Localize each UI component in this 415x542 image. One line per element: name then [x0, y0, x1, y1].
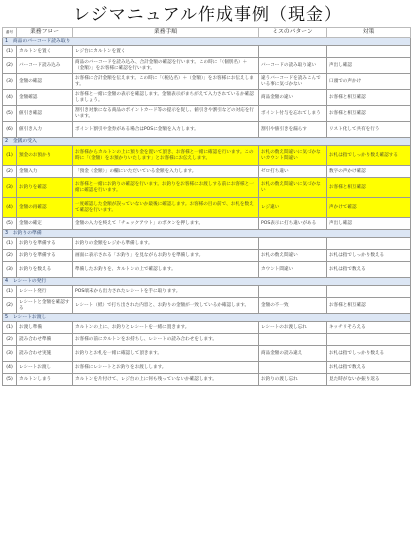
row-miss-pattern: ゼロ打ち違い [259, 166, 327, 178]
row-procedure: カルトンの上に、お釣りとレシートを一緒に置きます。 [73, 322, 259, 334]
row-procedure: POS端末から出力されたレシートを手に取ります。 [73, 286, 259, 298]
row-procedure: 割引き対象になる商品のポイントカード等の提示を促し、値引きや割引などの対応を行います。 [73, 106, 259, 122]
row-number: (2) [3, 298, 17, 314]
row-countermeasure: お札は指で数える [327, 262, 411, 278]
row-miss-pattern [259, 46, 327, 58]
section-title: 5 レシートお渡し [3, 314, 411, 322]
row-countermeasure [327, 46, 411, 58]
row-number: (5) [3, 106, 17, 122]
row-countermeasure: キッチリそろえる [327, 322, 411, 334]
table-row [3, 146, 411, 166]
row-step: 金額確認 [17, 90, 73, 106]
row-number: (1) [3, 322, 17, 334]
row-procedure: レシート（紙）で打ち出された内容と、お釣りの金額が一致しているか確認します。 [73, 298, 259, 314]
row-number: (4) [3, 198, 17, 218]
row-miss-pattern: お札の数え間違いに気づかない [259, 178, 327, 198]
row-number: (3) [3, 74, 17, 90]
row-miss-pattern [259, 334, 327, 346]
row-number: (3) [3, 178, 17, 198]
table-row [3, 166, 411, 178]
row-procedure: お客様の前にカルトンをお持ちし、レシートの読み合わせをします。 [73, 334, 259, 346]
row-countermeasure: お札は指でしっかり数える [327, 250, 411, 262]
row-procedure: 金額の入力を終えて「チェックアウト」のボタンを押します。 [73, 218, 259, 230]
row-countermeasure: お客様と相互確認 [327, 178, 411, 198]
row-miss-pattern: 違うバーコードを読みこんでいる事に気づかない [259, 74, 327, 90]
row-miss-pattern: バーコードの読み取り違い [259, 58, 327, 74]
table-row [3, 286, 411, 298]
table-row [3, 46, 411, 58]
table-row [3, 250, 411, 262]
table-row [3, 218, 411, 230]
row-procedure: お客様にレシートとお釣りをお渡しします。 [73, 362, 259, 374]
row-miss-pattern: お釣りの渡し忘れ [259, 374, 327, 386]
row-procedure: 商品のバーコードを読み込み、合計金額の確認を行います。この時に「（個別名）＋（金額）」をお客様に確認を行います。 [73, 58, 259, 74]
sheet-body [3, 38, 411, 386]
section-title: 4 レシートの発行 [3, 278, 411, 286]
row-step: カルトンしまう [17, 374, 73, 386]
row-step: レシートお渡し [17, 362, 73, 374]
row-countermeasure: 声出し確認 [327, 58, 411, 74]
row-number: (1) [3, 238, 17, 250]
table-row [3, 106, 411, 122]
table-row [3, 122, 411, 138]
row-miss-pattern [259, 362, 327, 374]
section-header [3, 230, 411, 238]
row-countermeasure: 数字の声かけ確認 [327, 166, 411, 178]
section-header [3, 38, 411, 46]
row-step: お釣りを準備する [17, 238, 73, 250]
row-procedure: お客様と一緒に金額の表示を確認します。金額表示がまちがえて入力されているか確認しましょう。 [73, 90, 259, 106]
row-step: 値引き入力 [17, 122, 73, 138]
row-countermeasure [327, 238, 411, 250]
row-miss-pattern: カウント間違い [259, 262, 327, 278]
table-row [3, 58, 411, 74]
row-step: レシートと金額を確認する [17, 298, 73, 314]
table-row [3, 362, 411, 374]
row-number: (1) [3, 46, 17, 58]
row-miss-pattern: ポイント付与を忘れてしまう [259, 106, 327, 122]
table-row [3, 262, 411, 278]
section-title: 3 お釣りの準備 [3, 230, 411, 238]
row-miss-pattern [259, 286, 327, 298]
header-row [3, 28, 411, 38]
row-procedure: お客様からカルトンの上に預り金を置いて頂き、お客様と一緒に確認を行います。この時に「（金額）をお預かりいたします」とお客様にお伝えします。 [73, 146, 259, 166]
row-countermeasure: お客様と相互確認 [327, 106, 411, 122]
row-step: 金額の確定 [17, 218, 73, 230]
row-number: (4) [3, 90, 17, 106]
section-title: 1 商品のバーコード読み取り [3, 38, 411, 46]
table-row [3, 346, 411, 362]
table-row [3, 298, 411, 314]
row-miss-pattern: お札の数え間違いに気づかないカウント間違い [259, 146, 327, 166]
row-countermeasure: リスト化して共有を行う [327, 122, 411, 138]
row-number: (3) [3, 346, 17, 362]
row-step: 読み合わせ実施 [17, 346, 73, 362]
manual-table [2, 27, 411, 386]
row-procedure: 画面に表示される「お釣り」を見ながらお釣りを準備します。 [73, 250, 259, 262]
row-step: お渡し準備 [17, 322, 73, 334]
row-step: レシート発行 [17, 286, 73, 298]
row-number: (1) [3, 286, 17, 298]
header-procedure: 業務手順 [73, 28, 259, 38]
row-step: カルトンを置く [17, 46, 73, 58]
row-number: (4) [3, 362, 17, 374]
row-countermeasure: 口頭での声かけ [327, 74, 411, 90]
table-row [3, 74, 411, 90]
row-countermeasure: お札は指で数える [327, 362, 411, 374]
table-row [3, 178, 411, 198]
table-row [3, 238, 411, 250]
row-step: 値引き確認 [17, 106, 73, 122]
row-miss-pattern: 金額の不一致 [259, 298, 327, 314]
section-header [3, 278, 411, 286]
row-countermeasure: お札は指でしっかり数え確認する [327, 146, 411, 166]
row-step: 金額の確認 [17, 74, 73, 90]
row-miss-pattern: 割引や値引きを漏らす [259, 122, 327, 138]
row-number: (2) [3, 334, 17, 346]
row-countermeasure: 声出し確認 [327, 218, 411, 230]
row-miss-pattern: 商品金額の読み違え [259, 346, 327, 362]
page-title: レジマニュアル作成事例（現金） [73, 5, 342, 25]
row-countermeasure [327, 286, 411, 298]
header-action: 対策 [327, 28, 411, 38]
row-countermeasure: お客様と相互確認 [327, 298, 411, 314]
table-row [3, 198, 411, 218]
row-step: 金額の再確認 [17, 198, 73, 218]
row-number: (3) [3, 262, 17, 278]
row-step: お釣りを数える [17, 262, 73, 278]
header-flow: 業務フロー [17, 28, 73, 38]
row-miss-pattern: レシートのお渡し忘れ [259, 322, 327, 334]
table-row [3, 90, 411, 106]
row-step: 読み合わせ準備 [17, 334, 73, 346]
row-number: (2) [3, 250, 17, 262]
section-title: 2 金銭の受入 [3, 138, 411, 146]
row-procedure: 準備したお釣りを、カルトンの上で確認します。 [73, 262, 259, 278]
row-procedure: お釣りの金額をレジから準備します。 [73, 238, 259, 250]
row-procedure: お釣りとお札を一緒に確認して頂きます。 [73, 346, 259, 362]
row-procedure: カルトンを片付けて、レジ台の上に何も残っていないか確認します。 [73, 374, 259, 386]
row-miss-pattern: レジ違い [259, 198, 327, 218]
row-procedure: 一度確認した金額が誤っていないか最後に確認します。お客様の目の前で、お札を数えて確認を行います。 [73, 198, 259, 218]
table-row [3, 322, 411, 334]
section-header [3, 314, 411, 322]
row-countermeasure: お客様と相互確認 [327, 90, 411, 106]
row-step: 預金のお預かり [17, 146, 73, 166]
row-miss-pattern: 商品金額の違い [259, 90, 327, 106]
row-step: バーコード読み込み [17, 58, 73, 74]
row-miss-pattern: お札の数え間違い [259, 250, 327, 262]
table-row [3, 374, 411, 386]
row-procedure: レジ台にカルトンを置く [73, 46, 259, 58]
row-procedure: ポイント割引や金券がある場合はPOSに金額を入力します。 [73, 122, 259, 138]
row-procedure: お客様に合計金額を伝えます。この時に「（税込名）＋（金額）」をお客様にお伝えします。 [73, 74, 259, 90]
section-header [3, 138, 411, 146]
table-row [3, 334, 411, 346]
header-miss: ミスのパターン [259, 28, 327, 38]
row-countermeasure: お札は指でしっかり数える [327, 346, 411, 362]
row-number: (5) [3, 374, 17, 386]
row-procedure: 「預金（金額）」の欄にいただいている金額を入力します。 [73, 166, 259, 178]
row-procedure: お客様と一緒にお釣りの確認を行います。お釣りをお客様にお渡しする前にお客様と一緒に確認を行います。 [73, 178, 259, 198]
row-countermeasure [327, 334, 411, 346]
row-step: お釣りを確認 [17, 178, 73, 198]
row-number: (2) [3, 58, 17, 74]
row-countermeasure: 見た時がないか振り返る [327, 374, 411, 386]
header-no: 番号 [3, 28, 17, 38]
row-number: (1) [3, 146, 17, 166]
row-miss-pattern: POS表示に打ち違いがある [259, 218, 327, 230]
row-step: お釣りを準備する [17, 250, 73, 262]
row-countermeasure: 声かけて確認 [327, 198, 411, 218]
row-number: (6) [3, 122, 17, 138]
row-miss-pattern [259, 238, 327, 250]
row-number: (5) [3, 218, 17, 230]
row-step: 金額入力 [17, 166, 73, 178]
row-number: (2) [3, 166, 17, 178]
